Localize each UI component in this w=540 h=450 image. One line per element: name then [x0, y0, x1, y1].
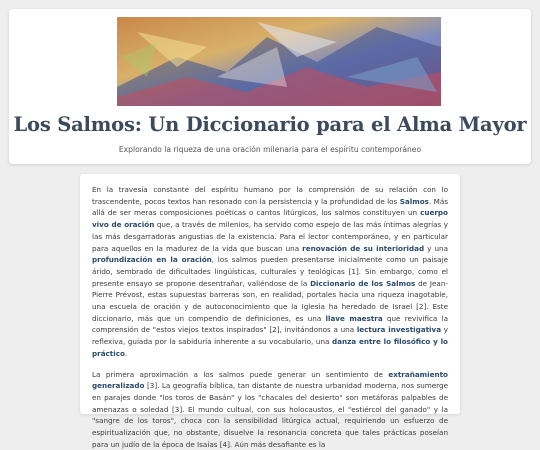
hero-painting-image	[117, 17, 441, 106]
paragraph-text: . Más allá de ser meras composiciones poéticas o cantos litúrgicos, los salmos constituyen un	[92, 196, 448, 218]
highlighted-term: lectura investigativa	[356, 325, 442, 335]
paragraph-text: La primera aproximación a los salmos puede generar un sentimiento de	[92, 369, 389, 379]
paragraph-text: y una	[424, 243, 448, 253]
highlighted-term: danza entre lo filosófico y lo práctico	[92, 337, 448, 358]
highlighted-term: Salmos	[399, 196, 429, 206]
highlighted-term: renovación de su interioridad	[302, 243, 425, 253]
article-paragraph	[92, 184, 448, 360]
highlighted-term: llave maestra	[325, 313, 383, 323]
paragraph-text: de Jean-Pierre Prévost, estas supuestas barreras son, en realidad, portales hacia una riqueza inagotable, una escuela de oración y de autoconocimiento que la Iglesia ha heredado de Israel [2]. Este diccionario, más que un compendio de definiciones, es una	[92, 278, 448, 323]
header-card	[9, 9, 531, 164]
article-paragraph	[92, 369, 448, 450]
highlighted-term: Diccionario de los Salmos	[310, 278, 416, 288]
paragraph-text: y reflexiva, guiada por la sabiduría inherente a su vocabulario, una	[92, 325, 449, 347]
paragraph-text: que, a través de milenios, ha servido como espejo de las más íntimas alegrías y las más desgarradoras angustias de la existencia. Para el lector contemporáneo, y en particular para aquellos en la madurez de la vida que buscan una	[92, 220, 448, 253]
paragraph-text: En la travesía constante del espíritu humano por la comprensión de su relación con lo trascendente, pocos textos han resonado con la persistencia y la profundidad de los	[92, 185, 448, 206]
paragraph-text: que revivifica la comprensión de "estos viejos textos inspirados" [2], invitándonos a una	[92, 313, 448, 335]
article-card	[80, 174, 460, 449]
highlighted-term: extrañamiento generalizado	[92, 369, 448, 391]
paragraph-text: [3]. La geografía bíblica, tan distante de nuestra urbanidad moderna, nos sumerge en parajes donde "los toros de Basán" y los "chacales del desierto" son metáforas palpables de amenazas o soledad [3]. El mundo cultual, con sus holocaustos, el "estiércol del ganado" y la "sangre de los toros", choca con la sensibilidad litúrgica actual, requiriendo un esfuerzo de espiritualización que, no obstante, disuelve la resonancia concreta que tales prácticas poseían para un judío de la época de Isaías [4]. Aún más desafiante es la	[92, 381, 448, 449]
highlighted-term: profundización en la oración	[92, 255, 212, 265]
page-title: Los Salmos: Un Diccionario para el Alma Mayor	[13, 113, 527, 136]
paragraph-text: .	[124, 348, 128, 358]
highlighted-term: cuerpo vivo de oración	[92, 208, 448, 230]
paragraph-text: , los salmos pueden presentarse inicialmente como un paisaje árido, sembrado de dificultades lingüísticas, culturales y teológicas [1]. Sin embargo, como el presente ensayo se propone desentrañar, valiéndose de la	[92, 255, 448, 288]
page-subtitle: Explorando la riqueza de una oración milenaria para el espíritu contemporáneo	[118, 145, 422, 154]
